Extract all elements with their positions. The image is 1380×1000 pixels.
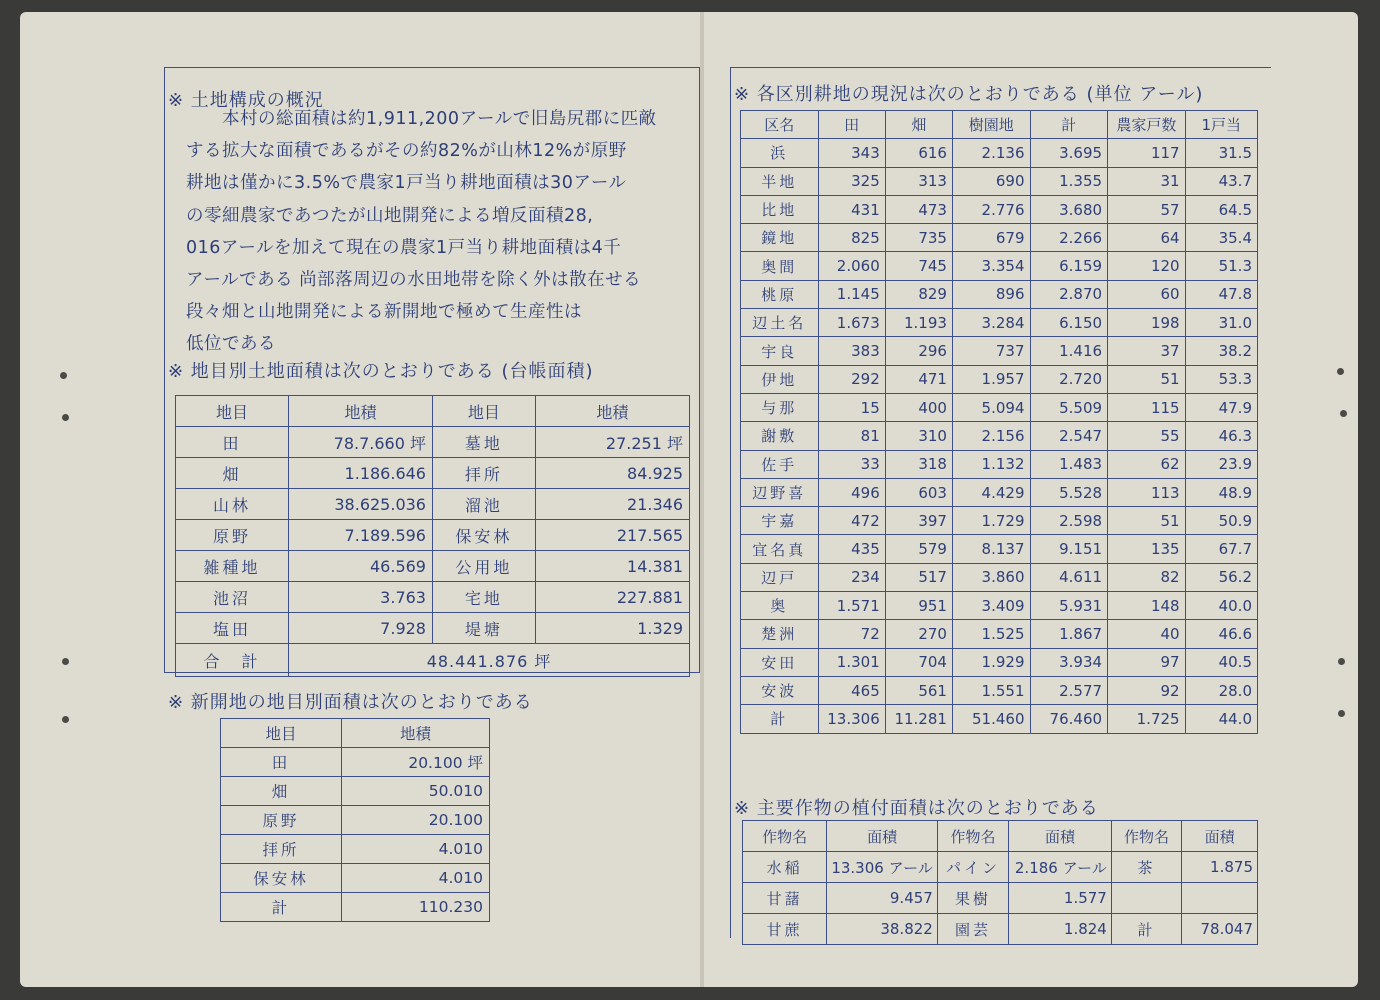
table-cell: 3.284 <box>952 309 1030 337</box>
table-cell: 56.2 <box>1185 563 1257 591</box>
table-cell: 2.547 <box>1030 422 1108 450</box>
table-cell: 1.483 <box>1030 450 1108 478</box>
table-cell: 1.329 <box>535 613 689 644</box>
table-cell: 1.132 <box>952 450 1030 478</box>
table-cell: 400 <box>885 393 952 421</box>
table-cell: 72 <box>818 620 885 648</box>
table-cell: 38.625.036 <box>289 489 433 520</box>
table-row <box>176 458 690 489</box>
crop-area-table <box>742 820 1258 945</box>
table-cell: 奥間 <box>741 252 819 280</box>
table-cell: 7.928 <box>289 613 433 644</box>
table-total-row <box>176 644 690 677</box>
table-cell: 292 <box>818 365 885 393</box>
table-cell: 57 <box>1108 195 1186 223</box>
table-cell: 宇良 <box>741 337 819 365</box>
table-cell: 宅地 <box>432 582 535 613</box>
page-spine <box>700 12 704 987</box>
paragraph-line: 低位である <box>186 334 276 355</box>
table-row <box>741 337 1258 365</box>
table-row <box>221 748 490 777</box>
table-cell: 40 <box>1108 620 1186 648</box>
table-row <box>741 224 1258 252</box>
table-cell: 48.9 <box>1185 478 1257 506</box>
table-cell: 甘蔗 <box>743 914 827 945</box>
land-by-category-table <box>175 395 690 677</box>
table-cell: 465 <box>818 676 885 704</box>
table-cell: 2.060 <box>818 252 885 280</box>
table-cell: 2.186 アール <box>1009 852 1112 883</box>
binding-hole <box>62 414 69 421</box>
table-cell: 148 <box>1108 592 1186 620</box>
table-row <box>176 613 690 644</box>
table-cell: 23.9 <box>1185 450 1257 478</box>
table-cell: 690 <box>952 167 1030 195</box>
table-cell: 15 <box>818 393 885 421</box>
table-cell: 3.354 <box>952 252 1030 280</box>
table-cell: 5.528 <box>1030 478 1108 506</box>
binding-hole <box>1338 658 1345 665</box>
column-header: 樹園地 <box>952 111 1030 139</box>
table-cell: 517 <box>885 563 952 591</box>
table-cell: 計 <box>741 705 819 733</box>
table-cell: 343 <box>818 139 885 167</box>
table-cell: 甘藷 <box>743 883 827 914</box>
table-cell: 51 <box>1108 507 1186 535</box>
table-cell: 64.5 <box>1185 195 1257 223</box>
table-cell: 46.569 <box>289 551 433 582</box>
table-cell: 4.010 <box>342 864 490 893</box>
table-header-row <box>741 111 1258 139</box>
column-header: 作物名 <box>743 821 827 852</box>
table-cell: 伊地 <box>741 365 819 393</box>
table-cell: 計 <box>1111 914 1181 945</box>
table-cell: 110.230 <box>342 893 490 922</box>
table-cell: 951 <box>885 592 952 620</box>
table-cell: 4.429 <box>952 478 1030 506</box>
column-header: 地積 <box>342 719 490 748</box>
column-header: 作物名 <box>937 821 1008 852</box>
table-cell: 318 <box>885 450 952 478</box>
table-cell: 果樹 <box>937 883 1008 914</box>
binding-hole <box>1337 368 1344 375</box>
paragraph-line: 本村の総面積は約1,911,200アールで旧島尻郡に匹敵 <box>222 109 657 129</box>
binding-hole <box>1338 710 1345 717</box>
column-header: 地目 <box>432 396 535 427</box>
table-cell: 1.673 <box>818 309 885 337</box>
table-cell: 81 <box>818 422 885 450</box>
table-cell: 313 <box>885 167 952 195</box>
table-cell: 楚洲 <box>741 620 819 648</box>
table-cell: 47.8 <box>1185 280 1257 308</box>
table-cell: 735 <box>885 224 952 252</box>
column-header: 面積 <box>827 821 938 852</box>
table-cell: 5.509 <box>1030 393 1108 421</box>
table-row <box>741 393 1258 421</box>
table-cell: 496 <box>818 478 885 506</box>
column-header: 作物名 <box>1111 821 1181 852</box>
table-cell: 奥 <box>741 592 819 620</box>
table-cell: 安田 <box>741 648 819 676</box>
table-cell: 6.150 <box>1030 309 1108 337</box>
table-cell: 38.2 <box>1185 337 1257 365</box>
paragraph-line: する拡大な面積であるがその約82%が山林12%が原野 <box>186 141 627 162</box>
table-cell: 60 <box>1108 280 1186 308</box>
table-row <box>741 507 1258 535</box>
table-cell: 畑 <box>176 458 289 489</box>
table-cell: 53.3 <box>1185 365 1257 393</box>
table-cell: 3.680 <box>1030 195 1108 223</box>
binding-hole <box>1340 410 1347 417</box>
land-overview-heading: ※ 土地構成の概況 <box>168 90 324 111</box>
table-cell: 1.355 <box>1030 167 1108 195</box>
table-cell: 佐手 <box>741 450 819 478</box>
column-header: 区名 <box>741 111 819 139</box>
table-cell: 1.571 <box>818 592 885 620</box>
table-cell: 保安林 <box>432 520 535 551</box>
column-header: 1戸当 <box>1185 111 1257 139</box>
table-cell: 1.929 <box>952 648 1030 676</box>
table-cell: 墓地 <box>432 427 535 458</box>
table-cell <box>1111 883 1181 914</box>
binding-hole <box>60 372 67 379</box>
table-cell: 67.7 <box>1185 535 1257 563</box>
table-cell: 31 <box>1108 167 1186 195</box>
table-cell: 2.720 <box>1030 365 1108 393</box>
new-land-heading: ※ 新開地の地目別面積は次のとおりである <box>168 692 533 713</box>
paragraph-line: 耕地は僅かに3.5%で農家1戸当り耕地面積は30アール <box>186 173 627 194</box>
table-cell: 92 <box>1108 676 1186 704</box>
binding-hole <box>62 658 69 665</box>
paragraph-line: 016アールを加えて現在の農家1戸当り耕地面積は4千 <box>186 237 622 258</box>
table-total-row <box>741 705 1258 733</box>
table-row <box>741 478 1258 506</box>
column-header: 計 <box>1030 111 1108 139</box>
table-cell: 11.281 <box>885 705 952 733</box>
table-cell: 217.565 <box>535 520 689 551</box>
table-cell: 2.266 <box>1030 224 1108 252</box>
table-cell: 296 <box>885 337 952 365</box>
table-cell: 97 <box>1108 648 1186 676</box>
table-cell: 829 <box>885 280 952 308</box>
table-cell: 50.9 <box>1185 507 1257 535</box>
table-row <box>741 422 1258 450</box>
table-cell: 茶 <box>1111 852 1181 883</box>
table-cell: 117 <box>1108 139 1186 167</box>
table-row <box>741 535 1258 563</box>
table-cell: 310 <box>885 422 952 450</box>
table-row <box>221 835 490 864</box>
table-cell: 9.457 <box>827 883 938 914</box>
table-cell: 745 <box>885 252 952 280</box>
table-row <box>743 914 1258 945</box>
table-cell: 3.934 <box>1030 648 1108 676</box>
table-cell: 120 <box>1108 252 1186 280</box>
table-row <box>176 520 690 551</box>
table-cell: 471 <box>885 365 952 393</box>
district-rows <box>741 139 1258 733</box>
table-cell: 135 <box>1108 535 1186 563</box>
table-cell: 4.611 <box>1030 563 1108 591</box>
table-cell: 辺土名 <box>741 309 819 337</box>
table-cell: 浜 <box>741 139 819 167</box>
district-farmland-table <box>740 110 1258 734</box>
table-header-row <box>743 821 1258 852</box>
table-cell: 原野 <box>221 806 342 835</box>
table-cell: 76.460 <box>1030 705 1108 733</box>
table-cell: 397 <box>885 507 952 535</box>
table-row <box>176 582 690 613</box>
table-cell: 5.931 <box>1030 592 1108 620</box>
column-header: 地目 <box>221 719 342 748</box>
table-cell: 40.5 <box>1185 648 1257 676</box>
table-cell: 435 <box>818 535 885 563</box>
table-cell: 37 <box>1108 337 1186 365</box>
table-cell: 塩田 <box>176 613 289 644</box>
table-cell: 堤塘 <box>432 613 535 644</box>
column-header: 地目 <box>176 396 289 427</box>
table-cell: 2.776 <box>952 195 1030 223</box>
table-cell: パイン <box>937 852 1008 883</box>
table-cell: 4.010 <box>342 835 490 864</box>
table-cell: 半地 <box>741 167 819 195</box>
table-cell: 616 <box>885 139 952 167</box>
table-cell: 安波 <box>741 676 819 704</box>
table-cell: 1.729 <box>952 507 1030 535</box>
table-cell: 拝所 <box>432 458 535 489</box>
land-overview-paragraph <box>186 103 696 361</box>
table-cell: 1.577 <box>1009 883 1112 914</box>
table-row <box>741 592 1258 620</box>
table-row <box>741 676 1258 704</box>
table-row <box>221 864 490 893</box>
table-cell: 46.6 <box>1185 620 1257 648</box>
table-cell: 池沼 <box>176 582 289 613</box>
new-land-table <box>220 718 490 922</box>
table-cell: 579 <box>885 535 952 563</box>
table-row <box>741 167 1258 195</box>
column-header: 農家戸数 <box>1108 111 1186 139</box>
table-cell: 辺野喜 <box>741 478 819 506</box>
table-cell: 64 <box>1108 224 1186 252</box>
table-cell: 35.4 <box>1185 224 1257 252</box>
table-cell: 46.3 <box>1185 422 1257 450</box>
table-row <box>221 806 490 835</box>
table-cell: 2.870 <box>1030 280 1108 308</box>
column-header: 田 <box>818 111 885 139</box>
table-cell: 33 <box>818 450 885 478</box>
table-row <box>176 427 690 458</box>
table-header-row <box>176 396 690 427</box>
district-farmland-heading: ※ 各区別耕地の現況は次のとおりである (単位 アール) <box>734 84 1204 105</box>
table-row <box>741 620 1258 648</box>
table-cell: 43.7 <box>1185 167 1257 195</box>
table-cell: 234 <box>818 563 885 591</box>
table-cell: 保安林 <box>221 864 342 893</box>
table-row <box>741 280 1258 308</box>
table-row <box>743 883 1258 914</box>
column-header: 地積 <box>289 396 433 427</box>
table-cell: 704 <box>885 648 952 676</box>
table-cell: 田 <box>176 427 289 458</box>
table-cell: 40.0 <box>1185 592 1257 620</box>
table-cell: 5.094 <box>952 393 1030 421</box>
table-cell: 1.957 <box>952 365 1030 393</box>
table-cell: 計 <box>221 893 342 922</box>
column-header: 地積 <box>535 396 689 427</box>
table-cell: 2.156 <box>952 422 1030 450</box>
table-cell: 55 <box>1108 422 1186 450</box>
table-cell: 51.3 <box>1185 252 1257 280</box>
table-cell: 31.0 <box>1185 309 1257 337</box>
table-cell: 20.100 坪 <box>342 748 490 777</box>
table-header-row <box>221 719 490 748</box>
table-cell: 与那 <box>741 393 819 421</box>
table-cell: 桃原 <box>741 280 819 308</box>
table-row <box>221 893 490 922</box>
table-cell: 78.047 <box>1182 914 1258 945</box>
column-header: 畑 <box>885 111 952 139</box>
table-cell: 737 <box>952 337 1030 365</box>
table-cell: 3.763 <box>289 582 433 613</box>
table-cell: 2.577 <box>1030 676 1108 704</box>
table-cell: 畑 <box>221 777 342 806</box>
table-cell: 383 <box>818 337 885 365</box>
table-row <box>741 365 1258 393</box>
column-header: 面積 <box>1182 821 1258 852</box>
table-cell: 田 <box>221 748 342 777</box>
table-row <box>741 252 1258 280</box>
table-cell: 679 <box>952 224 1030 252</box>
table-cell: 62 <box>1108 450 1186 478</box>
table-cell <box>1182 883 1258 914</box>
paragraph-line: 段々畑と山地開発による新開地で極めて生産性は <box>186 302 582 323</box>
table-cell: 431 <box>818 195 885 223</box>
table-cell: 84.925 <box>535 458 689 489</box>
table-cell: 3.860 <box>952 563 1030 591</box>
binding-hole <box>62 716 69 723</box>
table-cell: 2.136 <box>952 139 1030 167</box>
table-cell: 31.5 <box>1185 139 1257 167</box>
table-cell: 1.416 <box>1030 337 1108 365</box>
table-cell: 山林 <box>176 489 289 520</box>
table-row <box>741 648 1258 676</box>
table-cell: 21.346 <box>535 489 689 520</box>
table-cell: 78.7.660 坪 <box>289 427 433 458</box>
table-cell: 7.189.596 <box>289 520 433 551</box>
table-cell: 38.822 <box>827 914 938 945</box>
table-row <box>741 450 1258 478</box>
table-cell: 9.151 <box>1030 535 1108 563</box>
table-cell: 825 <box>818 224 885 252</box>
table-row <box>741 195 1258 223</box>
table-cell: 603 <box>885 478 952 506</box>
table-cell: 20.100 <box>342 806 490 835</box>
table-row <box>176 551 690 582</box>
table-cell: 13.306 <box>818 705 885 733</box>
table-cell: 拝所 <box>221 835 342 864</box>
table-cell: 謝敷 <box>741 422 819 450</box>
table-cell: 1.867 <box>1030 620 1108 648</box>
table-cell: 1.824 <box>1009 914 1112 945</box>
table-cell: 115 <box>1108 393 1186 421</box>
table-cell: 50.010 <box>342 777 490 806</box>
table-cell: 宜名真 <box>741 535 819 563</box>
table-cell: 宇嘉 <box>741 507 819 535</box>
table-row <box>176 489 690 520</box>
table-cell: 113 <box>1108 478 1186 506</box>
table-cell: 公用地 <box>432 551 535 582</box>
table-row <box>741 309 1258 337</box>
table-cell: 47.9 <box>1185 393 1257 421</box>
table-cell: 51.460 <box>952 705 1030 733</box>
table-cell: 227.881 <box>535 582 689 613</box>
table-cell: 1.725 <box>1108 705 1186 733</box>
crop-area-heading: ※ 主要作物の植付面積は次のとおりである <box>734 798 1099 819</box>
table-cell: 473 <box>885 195 952 223</box>
table-cell: 2.598 <box>1030 507 1108 535</box>
column-header: 面積 <box>1009 821 1112 852</box>
table-cell: 13.306 アール <box>827 852 938 883</box>
paragraph-line: アールである 尚部落周辺の水田地帯を除く外は散在せる <box>186 270 642 291</box>
table-cell: 198 <box>1108 309 1186 337</box>
table-cell: 比地 <box>741 195 819 223</box>
total-value: 48.441.876 坪 <box>289 644 690 677</box>
table-cell: 1.301 <box>818 648 885 676</box>
table-cell: 270 <box>885 620 952 648</box>
table-cell: 51 <box>1108 365 1186 393</box>
table-cell: 溜池 <box>432 489 535 520</box>
table-cell: 1.145 <box>818 280 885 308</box>
table-cell: 鏡地 <box>741 224 819 252</box>
total-label: 合 計 <box>176 644 289 677</box>
table-cell: 雑種地 <box>176 551 289 582</box>
table-cell: 1.525 <box>952 620 1030 648</box>
table-row <box>743 852 1258 883</box>
table-row <box>741 139 1258 167</box>
table-cell: 3.695 <box>1030 139 1108 167</box>
table-cell: 27.251 坪 <box>535 427 689 458</box>
table-cell: 472 <box>818 507 885 535</box>
table-cell: 辺戸 <box>741 563 819 591</box>
table-cell: 82 <box>1108 563 1186 591</box>
table-cell: 1.875 <box>1182 852 1258 883</box>
table-cell: 14.381 <box>535 551 689 582</box>
table-row <box>221 777 490 806</box>
table-cell: 3.409 <box>952 592 1030 620</box>
land-by-category-heading: ※ 地目別土地面積は次のとおりである (台帳面積) <box>168 361 594 382</box>
paragraph-line: の零細農家であつたが山地開発による増反面積28, <box>186 205 594 226</box>
table-cell: 896 <box>952 280 1030 308</box>
table-cell: 325 <box>818 167 885 195</box>
table-cell: 1.551 <box>952 676 1030 704</box>
table-cell: 1.186.646 <box>289 458 433 489</box>
table-cell: 561 <box>885 676 952 704</box>
table-cell: 6.159 <box>1030 252 1108 280</box>
table-row <box>741 563 1258 591</box>
table-cell: 28.0 <box>1185 676 1257 704</box>
table-cell: 1.193 <box>885 309 952 337</box>
table-cell: 8.137 <box>952 535 1030 563</box>
table-cell: 44.0 <box>1185 705 1257 733</box>
table-cell: 園芸 <box>937 914 1008 945</box>
table-cell: 原野 <box>176 520 289 551</box>
table-cell: 水稲 <box>743 852 827 883</box>
